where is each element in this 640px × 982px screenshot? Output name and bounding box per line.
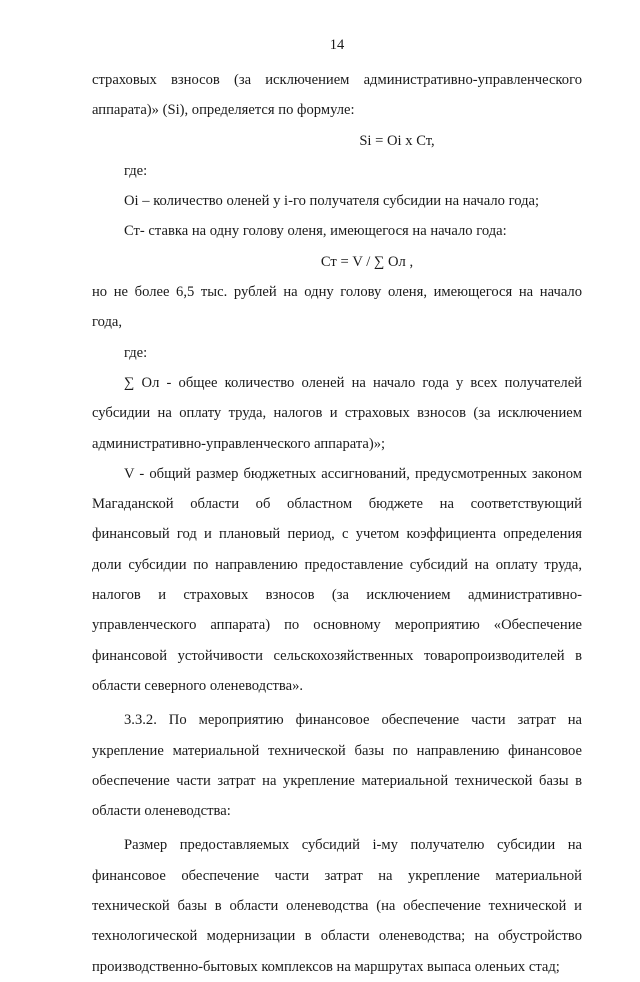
- formula-si: Si = Oi x Ст,: [359, 132, 435, 149]
- paragraph-continuation-end: аппарата)» (Si), определяется по формуле:: [92, 102, 355, 119]
- subsidy-size-paragraph: Размер предоставляемых субсидий i-му получателю субсидии на финансовое обеспечение части затрат на укрепление материальной технической базы в области оленеводства (на обеспечение технической и технологической модернизации в области оленеводства; на обустройство производственно-бытовых комплексов на маршрутах выпаса оленьих стад;: [92, 837, 582, 975]
- where-label-2: где:: [124, 344, 148, 361]
- limit-text-end: года,: [92, 314, 123, 331]
- page-number: 14: [329, 37, 345, 53]
- definition-v: V - общий размер бюджетных ассигнований, предусмотренных законом Магаданской области об областном бюджете на соответствующий финансовый год и плановый период, с учетом коэффициента определения доли субсидии по направлению предоставление субсидий на оплату труда, налогов и страховых взносов (за исключением административно-управленческого аппарата) по основному мероприятию «Обеспечение финансовой устойчивости сельскохозяйственных товаропроизводителей в области северного оленеводства».: [92, 465, 582, 694]
- paragraph-continuation: страховых взносов (за исключением административно-управленческого: [92, 72, 582, 88]
- formula-st: Ст = V / ∑ Ол ,: [320, 253, 414, 270]
- document-body: [92, 65, 582, 982]
- limit-text: но не более 6,5 тыс. рублей на одну голову оленя, имеющегося на начало: [92, 284, 582, 301]
- definition-oi: Oi – количество оленей у i-го получателя субсидии на начало года;: [124, 193, 540, 210]
- where-label: где:: [124, 162, 148, 179]
- section-3-3-2: 3.3.2. По мероприятию финансовое обеспечение части затрат на укрепление материальной технической базы по направлению финансовое обеспечение части затрат на укрепление материальной технической базы в области оленеводства:: [92, 712, 582, 820]
- definition-sum-ol: ∑ Ол - общее количество оленей на начало года у всех получателей субсидии на оплату труда, налогов и страховых взносов (за исключением административно-управленческого аппарата)»;: [92, 374, 582, 452]
- definition-st: Ст- ставка на одну голову оленя, имеющегося на начало года:: [124, 223, 507, 240]
